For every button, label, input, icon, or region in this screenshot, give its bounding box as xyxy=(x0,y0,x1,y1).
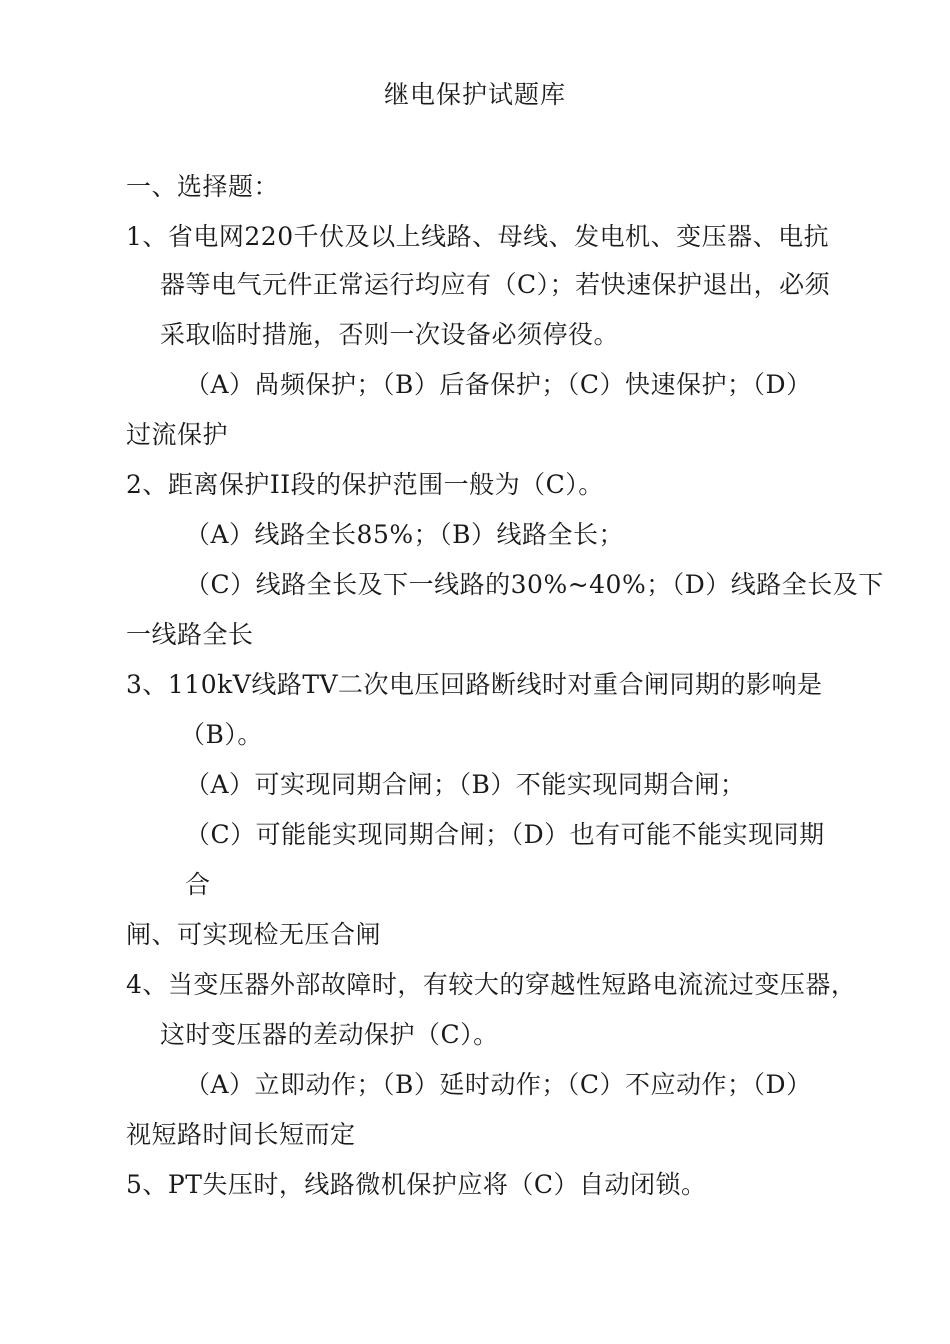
section-heading: 一、选择题： xyxy=(126,172,280,201)
question-2-line-1: 2、距离保护II段的保护范围一般为（C）。 xyxy=(126,470,604,499)
question-1-line-2: 器等电气元件正常运行均应有（C）；若快速保护退出，必须 xyxy=(160,270,831,299)
question-4-options: （A）立即动作；（B）延时动作；（C）不应动作；（D） xyxy=(185,1070,812,1099)
question-3-options-2: （C）可能能实现同期合闸；（D）也有可能不能实现同期 xyxy=(185,820,825,849)
question-4-options-cont: 视短路时间长短而定 xyxy=(126,1120,356,1149)
question-1-options-cont: 过流保护 xyxy=(126,420,229,449)
question-4-line-2: 这时变压器的差动保护（C）。 xyxy=(160,1020,499,1049)
question-1-line-1: 1、省电网220千伏及以上线路、母线、发电机、变压器、电抗 xyxy=(126,222,830,251)
question-3-options-2-wrap: 合 xyxy=(185,870,211,899)
question-2-options-cont: 一线路全长 xyxy=(126,620,254,649)
question-5-line-1: 5、PT失压时，线路微机保护应将（C）自动闭锁。 xyxy=(126,1170,707,1199)
document-title: 继电保护试题库 xyxy=(383,80,566,109)
question-4-line-1: 4、当变压器外部故障时，有较大的穿越性短路电流流过变压器， xyxy=(126,970,857,999)
question-2-options-2: （C）线路全长及下一线路的30%~40%；（D）线路全长及下 xyxy=(185,570,884,599)
question-1-line-3: 采取临时措施，否则一次设备必须停役。 xyxy=(160,320,620,349)
question-3-options-cont: 闸、可实现检无压合闸 xyxy=(126,920,382,949)
question-3-line-1: 3、110kV线路TV二次电压回路断线时对重合闸同期的影响是 xyxy=(126,670,823,699)
question-3-options-1: （A）可实现同期合闸；（B）不能实现同期合闸； xyxy=(185,770,746,799)
question-1-options: （A）咼频保护；（B）后备保护；（C）快速保护；（D） xyxy=(185,370,812,399)
question-3-line-2: （B）。 xyxy=(180,720,263,749)
question-2-options-1: （A）线路全长85%；（B）线路全长； xyxy=(185,520,624,549)
